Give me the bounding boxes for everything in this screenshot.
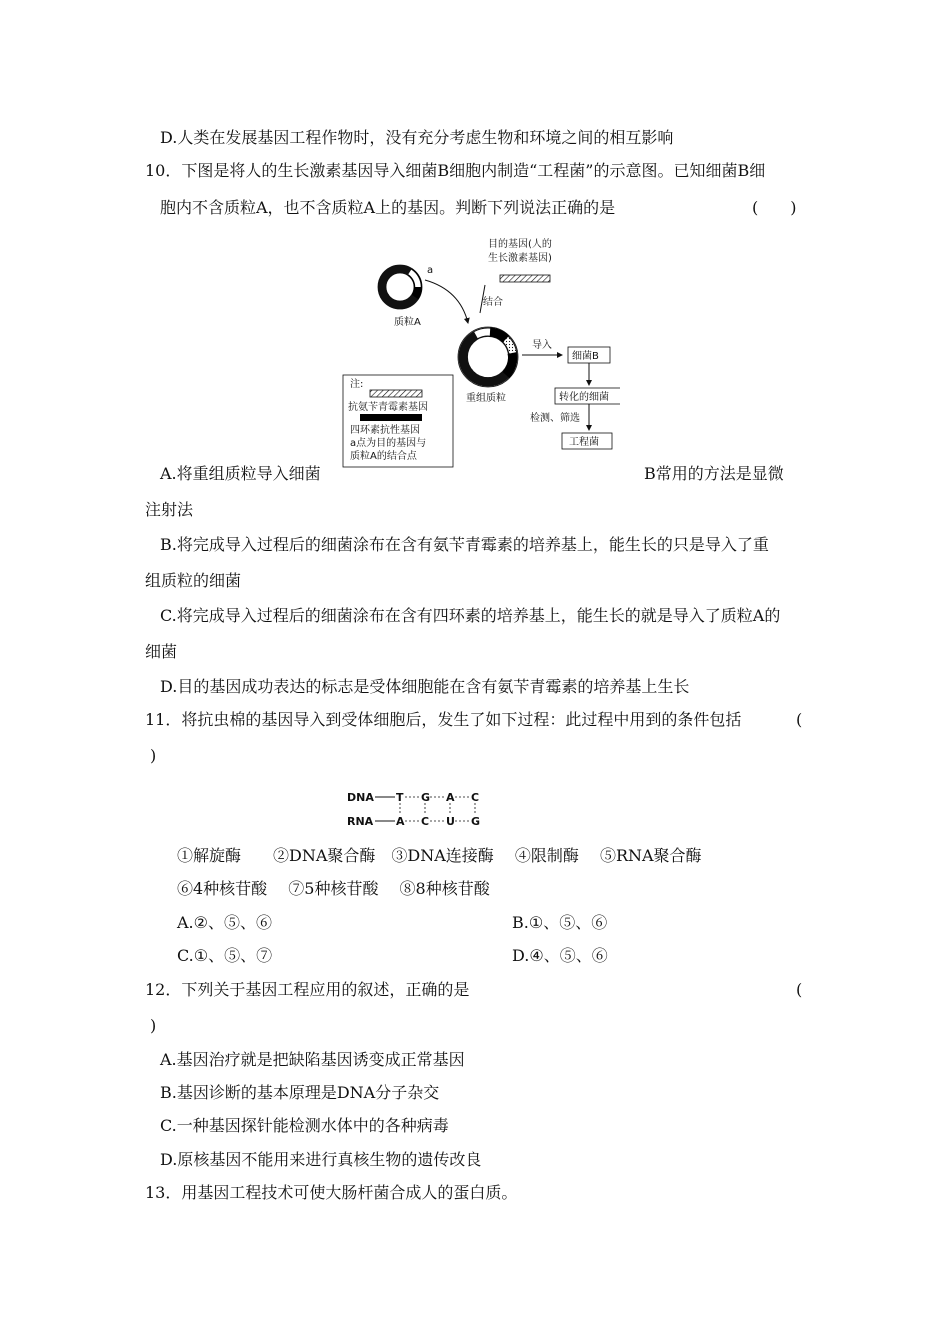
rna-base-4: G bbox=[471, 815, 481, 828]
target-gene-label-1: 目的基因(人的 bbox=[488, 239, 552, 250]
q10-option-a-left: A.将重组质粒导入细菌 bbox=[160, 464, 321, 483]
q12-option-d: D.原核基因不能用来进行真核生物的遗传改良 bbox=[160, 1150, 482, 1169]
q11-stem: 11．将抗虫棉的基因导入到受体细胞后，发生了如下过程：此过程中用到的条件包括 bbox=[145, 710, 742, 729]
q10-option-c-line1: C.将完成导入过程后的细菌涂布在含有四环素的培养基上，能生长的就是导入了质粒A的 bbox=[160, 606, 781, 625]
dna-rna-diagram bbox=[345, 785, 495, 833]
target-gene-bar bbox=[500, 275, 550, 282]
q10-option-b-line1: B.将完成导入过程后的细菌涂布在含有氨苄青霉素的培养基上，能生长的只是导入了重 bbox=[160, 535, 769, 554]
q11-paren-close: ) bbox=[150, 746, 157, 765]
q12-option-a: A.基因治疗就是把缺陷基因诱变成正常基因 bbox=[160, 1050, 465, 1069]
rna-base-2: C bbox=[421, 815, 430, 828]
q11-paren-open: ( bbox=[796, 710, 803, 729]
q10-option-a-right: B常用的方法是显微 bbox=[644, 464, 784, 483]
rna-label: RNA bbox=[347, 815, 374, 828]
q12-paren-open: ( bbox=[796, 980, 803, 999]
q11-option-d: D.④、⑤、⑥ bbox=[512, 946, 608, 965]
legend-tet-label: 四环素抗性基因 bbox=[350, 425, 420, 436]
q12-stem: 12．下列关于基因工程应用的叙述，正确的是 bbox=[145, 980, 470, 999]
q10-option-b-line2: 组质粒的细菌 bbox=[145, 571, 242, 590]
q10-option-a-cont: 注射法 bbox=[145, 500, 194, 519]
transformed-label: 转化的细菌 bbox=[559, 392, 609, 403]
q12-option-b: B.基因诊断的基本原理是DNA分子杂交 bbox=[160, 1083, 440, 1102]
rna-base-1: A bbox=[396, 815, 405, 828]
recombinant-plasmid-ring bbox=[458, 327, 518, 387]
plasmid-a-label: 质粒A bbox=[394, 317, 421, 328]
legend-tet-swatch bbox=[360, 414, 422, 421]
legend-amp-label: 抗氨苄青霉素基因 bbox=[348, 402, 428, 413]
target-gene-label-2: 生长激素基因) bbox=[488, 253, 552, 264]
q13-stem: 13．用基因工程技术可使大肠杆菌合成人的蛋白质。 bbox=[145, 1183, 518, 1202]
dna-base-1: T bbox=[396, 791, 404, 804]
engineered-label: 工程菌 bbox=[569, 437, 599, 448]
legend-amp-swatch bbox=[370, 390, 422, 397]
dna-label: DNA bbox=[347, 791, 374, 804]
q9-option-d: D.人类在发展基因工程作物时，没有充分考虑生物和环境之间的相互影响 bbox=[160, 128, 674, 147]
q11-option-a: A.②、⑤、⑥ bbox=[177, 913, 272, 932]
recombinant-plasmid-label: 重组质粒 bbox=[466, 393, 506, 404]
bacteria-b-label: 细菌B bbox=[572, 351, 599, 362]
q11-conditions-line1: ①解旋酶 ②DNA聚合酶 ③DNA连接酶 ④限制酶 ⑤RNA聚合酶 bbox=[177, 846, 702, 865]
q10-option-c-line2: 细菌 bbox=[145, 642, 178, 661]
q11-conditions-line2: ⑥4种核苷酸 ⑦5种核苷酸 ⑧8种核苷酸 bbox=[177, 879, 490, 898]
q12-option-c: C.一种基因探针能检测水体中的各种病毒 bbox=[160, 1116, 449, 1135]
dna-base-3: A bbox=[446, 791, 455, 804]
legend-a-label-2: 质粒A的结合点 bbox=[350, 451, 417, 462]
q10-option-d: D.目的基因成功表达的标志是受体细胞能在含有氨苄青霉素的培养基上生长 bbox=[160, 677, 690, 696]
q11-option-b: B.①、⑤、⑥ bbox=[512, 913, 608, 932]
rna-base-3: U bbox=[446, 815, 455, 828]
detect-label: 检测、筛选 bbox=[530, 413, 580, 424]
q10-stem-line2: 胞内不含质粒A，也不含质粒A上的基因。判断下列说法正确的是 bbox=[160, 198, 616, 217]
combine-arrow bbox=[425, 280, 468, 323]
import-label: 导入 bbox=[532, 340, 552, 351]
point-a-label: a bbox=[427, 265, 434, 276]
q10-answer-paren: ( ) bbox=[752, 198, 797, 217]
q12-paren-close: ) bbox=[150, 1016, 157, 1035]
gene-engineering-diagram bbox=[340, 235, 620, 470]
dna-base-2: G bbox=[421, 791, 431, 804]
legend-a-label-1: a点为目的基因与 bbox=[350, 438, 427, 449]
q11-option-c: C.①、⑤、⑦ bbox=[177, 946, 273, 965]
dna-base-4: C bbox=[471, 791, 480, 804]
q10-stem-line1: 10．下图是将人的生长激素基因导入细菌B细胞内制造“工程菌”的示意图。已知细菌B细 bbox=[145, 161, 766, 180]
legend-title: 注: bbox=[350, 379, 364, 390]
combine-label: 结合 bbox=[483, 297, 503, 308]
